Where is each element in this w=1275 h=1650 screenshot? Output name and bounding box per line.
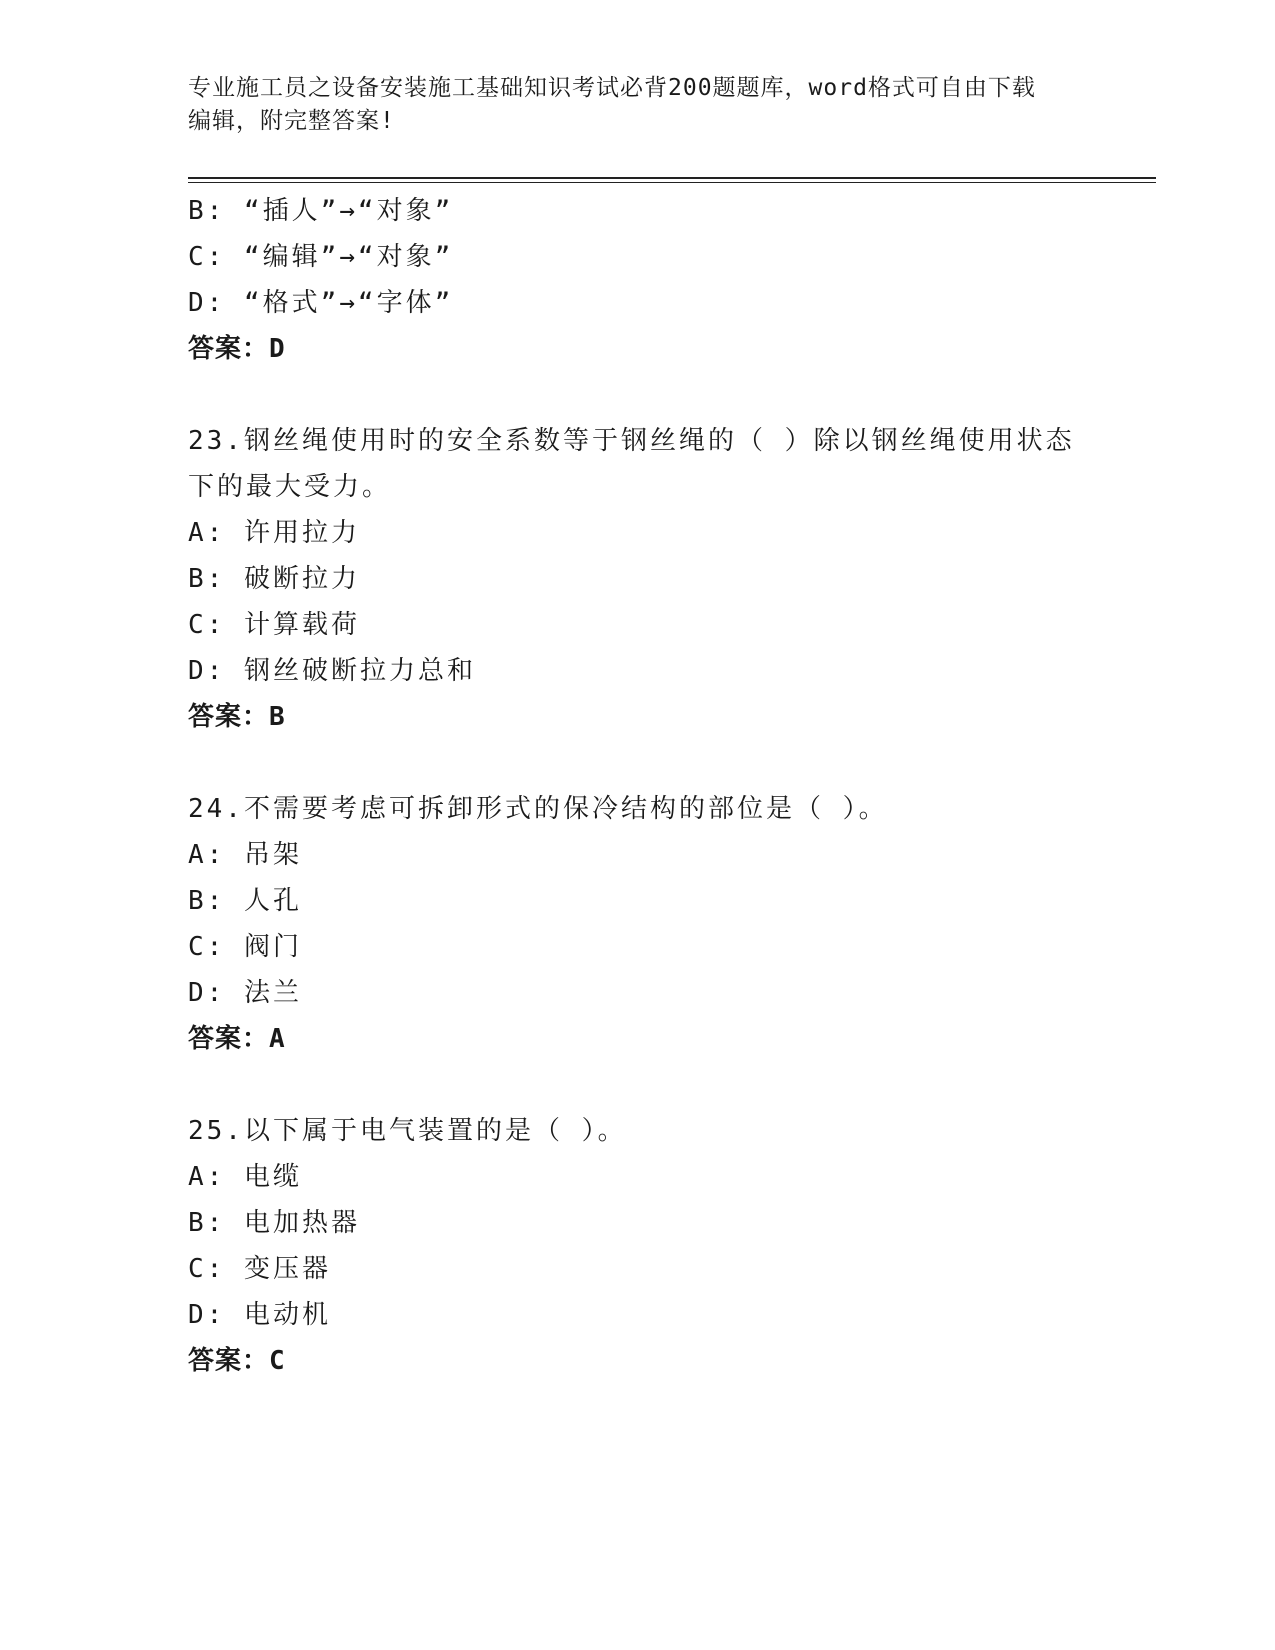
- option-b: B: 电加热器: [188, 1208, 360, 1238]
- answer-line: 答案：B: [188, 702, 286, 732]
- option-c: C: 阀门: [188, 932, 302, 962]
- option-a: A: 许用拉力: [188, 518, 360, 548]
- header-divider-thin: [188, 182, 1156, 183]
- option-d: D: 法兰: [188, 978, 302, 1008]
- option-c: C: 变压器: [188, 1254, 331, 1284]
- option-c: C: 计算载荷: [188, 610, 360, 640]
- spacer: [188, 1062, 1088, 1108]
- option-d: D: 钢丝破断拉力总和: [188, 656, 476, 686]
- question-stem: 24.不需要考虑可拆卸形式的保冷结构的部位是（ ）。: [188, 794, 888, 824]
- spacer: [188, 372, 1088, 418]
- header-title-line-1: 专业施工员之设备安装施工基础知识考试必背200题题库，word格式可自由下载: [188, 75, 1036, 101]
- option-a: A: 吊架: [188, 840, 302, 870]
- question-stem: 25.以下属于电气装置的是（ ）。: [188, 1116, 627, 1146]
- header-divider-thick: [188, 177, 1156, 179]
- header-title-line-2: 编辑，附完整答案!: [188, 108, 395, 134]
- question-22-continued: [188, 188, 1088, 372]
- spacer: [188, 740, 1088, 786]
- question-stem-line-1: 23.钢丝绳使用时的安全系数等于钢丝绳的（ ）除以钢丝绳使用状态: [188, 426, 1075, 456]
- option-b: B: 人孔: [188, 886, 302, 916]
- question-24: [188, 786, 1088, 1062]
- option-d: D: “格式”→“字体”: [188, 288, 454, 318]
- option-d: D: 电动机: [188, 1300, 331, 1330]
- question-25: [188, 1108, 1088, 1384]
- answer-line: 答案：A: [188, 1024, 286, 1054]
- option-c: C: “编辑”→“对象”: [188, 242, 454, 272]
- question-stem-line-2: 下的最大受力。: [188, 472, 392, 502]
- question-list: [188, 188, 1088, 1384]
- answer-line: 答案：D: [188, 334, 286, 364]
- question-23: [188, 418, 1088, 740]
- answer-line: 答案：C: [188, 1346, 286, 1376]
- document-header: [188, 72, 1088, 138]
- option-b: B: 破断拉力: [188, 564, 360, 594]
- option-b: B: “插人”→“对象”: [188, 196, 454, 226]
- option-a: A: 电缆: [188, 1162, 302, 1192]
